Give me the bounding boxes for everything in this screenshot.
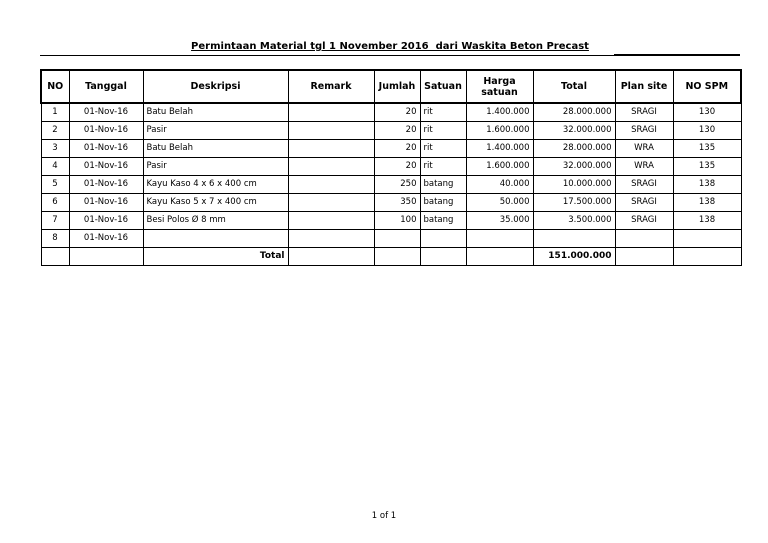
col-header-total: Total [533,70,615,103]
cell-jumlah: 100 [374,212,420,230]
cell-no-spm: 135 [673,140,741,158]
cell-total: 28.000.000 [533,103,615,122]
col-header-remark: Remark [288,70,374,103]
total-row [41,248,741,266]
cell-empty [288,248,374,266]
cell-no: 5 [41,176,69,194]
cell-no: 6 [41,194,69,212]
cell-remark [288,103,374,122]
cell-deskripsi [143,230,288,248]
cell-harga: 50.000 [466,194,533,212]
cell-harga: 1.600.000 [466,158,533,176]
cell-jumlah: 20 [374,140,420,158]
cell-satuan: batang [420,176,466,194]
cell-no-spm: 138 [673,194,741,212]
cell-remark [288,122,374,140]
cell-jumlah: 20 [374,103,420,122]
cell-satuan: batang [420,212,466,230]
cell-no-spm: 130 [673,103,741,122]
cell-plan-site: SRAGI [615,212,673,230]
document-title: Permintaan Material tgl 1 November 2016 dari Waskita Beton Precast [191,41,589,52]
cell-remark [288,158,374,176]
cell-harga: 1.600.000 [466,122,533,140]
cell-total: 28.000.000 [533,140,615,158]
cell-remark [288,176,374,194]
cell-empty [41,248,69,266]
cell-empty [69,248,143,266]
cell-tanggal: 01-Nov-16 [69,103,143,122]
cell-tanggal: 01-Nov-16 [69,158,143,176]
cell-no-spm: 135 [673,158,741,176]
cell-jumlah: 20 [374,122,420,140]
table-row [41,230,741,248]
cell-tanggal: 01-Nov-16 [69,176,143,194]
table-row [41,103,741,122]
cell-remark [288,212,374,230]
cell-total [533,230,615,248]
cell-no-spm [673,230,741,248]
cell-plan-site: SRAGI [615,176,673,194]
cell-empty [420,248,466,266]
col-header-tanggal: Tanggal [69,70,143,103]
cell-plan-site: WRA [615,158,673,176]
cell-jumlah: 20 [374,158,420,176]
cell-tanggal: 01-Nov-16 [69,212,143,230]
cell-plan-site: SRAGI [615,103,673,122]
cell-deskripsi: Pasir [143,122,288,140]
cell-remark [288,140,374,158]
col-header-deskripsi: Deskripsi [143,70,288,103]
cell-total: 32.000.000 [533,122,615,140]
cell-satuan [420,230,466,248]
cell-deskripsi: Besi Polos Ø 8 mm [143,212,288,230]
cell-remark [288,230,374,248]
col-header-no-spm: NO SPM [673,70,741,103]
cell-deskripsi: Pasir [143,158,288,176]
cell-tanggal: 01-Nov-16 [69,194,143,212]
cell-jumlah [374,230,420,248]
col-header-jumlah: Jumlah [374,70,420,103]
material-request-table [40,69,742,266]
cell-harga: 35.000 [466,212,533,230]
cell-no-spm: 130 [673,122,741,140]
cell-harga: 1.400.000 [466,140,533,158]
cell-no-spm: 138 [673,176,741,194]
page-number: 1 of 1 [371,511,397,521]
cell-tanggal: 01-Nov-16 [69,140,143,158]
cell-empty [673,248,741,266]
cell-empty [374,248,420,266]
cell-harga: 1.400.000 [466,103,533,122]
table-row [41,140,741,158]
col-header-plan-site: Plan site [615,70,673,103]
table-row [41,194,741,212]
cell-tanggal: 01-Nov-16 [69,122,143,140]
cell-empty [466,248,533,266]
cell-total: 17.500.000 [533,194,615,212]
cell-empty [615,248,673,266]
cell-no: 1 [41,103,69,122]
col-header-satuan: Satuan [420,70,466,103]
cell-no: 3 [41,140,69,158]
col-header-no: NO [41,70,69,103]
cell-harga [466,230,533,248]
cell-plan-site: WRA [615,140,673,158]
cell-satuan: rit [420,103,466,122]
cell-deskripsi: Batu Belah [143,140,288,158]
grand-total-value: 151.000.000 [533,248,615,266]
table-row [41,212,741,230]
cell-plan-site: SRAGI [615,194,673,212]
cell-satuan: rit [420,122,466,140]
cell-satuan: rit [420,140,466,158]
table-row [41,158,741,176]
title-divider-thick [614,54,740,56]
cell-total: 10.000.000 [533,176,615,194]
col-header-harga-satuan: Harga satuan [466,70,533,103]
cell-plan-site: SRAGI [615,122,673,140]
cell-deskripsi: Kayu Kaso 4 x 6 x 400 cm [143,176,288,194]
cell-no: 8 [41,230,69,248]
cell-no-spm: 138 [673,212,741,230]
cell-harga: 40.000 [466,176,533,194]
cell-deskripsi: Kayu Kaso 5 x 7 x 400 cm [143,194,288,212]
cell-deskripsi: Batu Belah [143,103,288,122]
cell-no: 7 [41,212,69,230]
cell-total: 32.000.000 [533,158,615,176]
header-row [41,70,741,103]
table-row [41,122,741,140]
table-row [41,176,741,194]
cell-jumlah: 250 [374,176,420,194]
total-label: Total [143,248,288,266]
cell-remark [288,194,374,212]
cell-tanggal: 01-Nov-16 [69,230,143,248]
cell-satuan: batang [420,194,466,212]
cell-jumlah: 350 [374,194,420,212]
cell-satuan: rit [420,158,466,176]
cell-total: 3.500.000 [533,212,615,230]
cell-no: 2 [41,122,69,140]
cell-no: 4 [41,158,69,176]
cell-plan-site [615,230,673,248]
